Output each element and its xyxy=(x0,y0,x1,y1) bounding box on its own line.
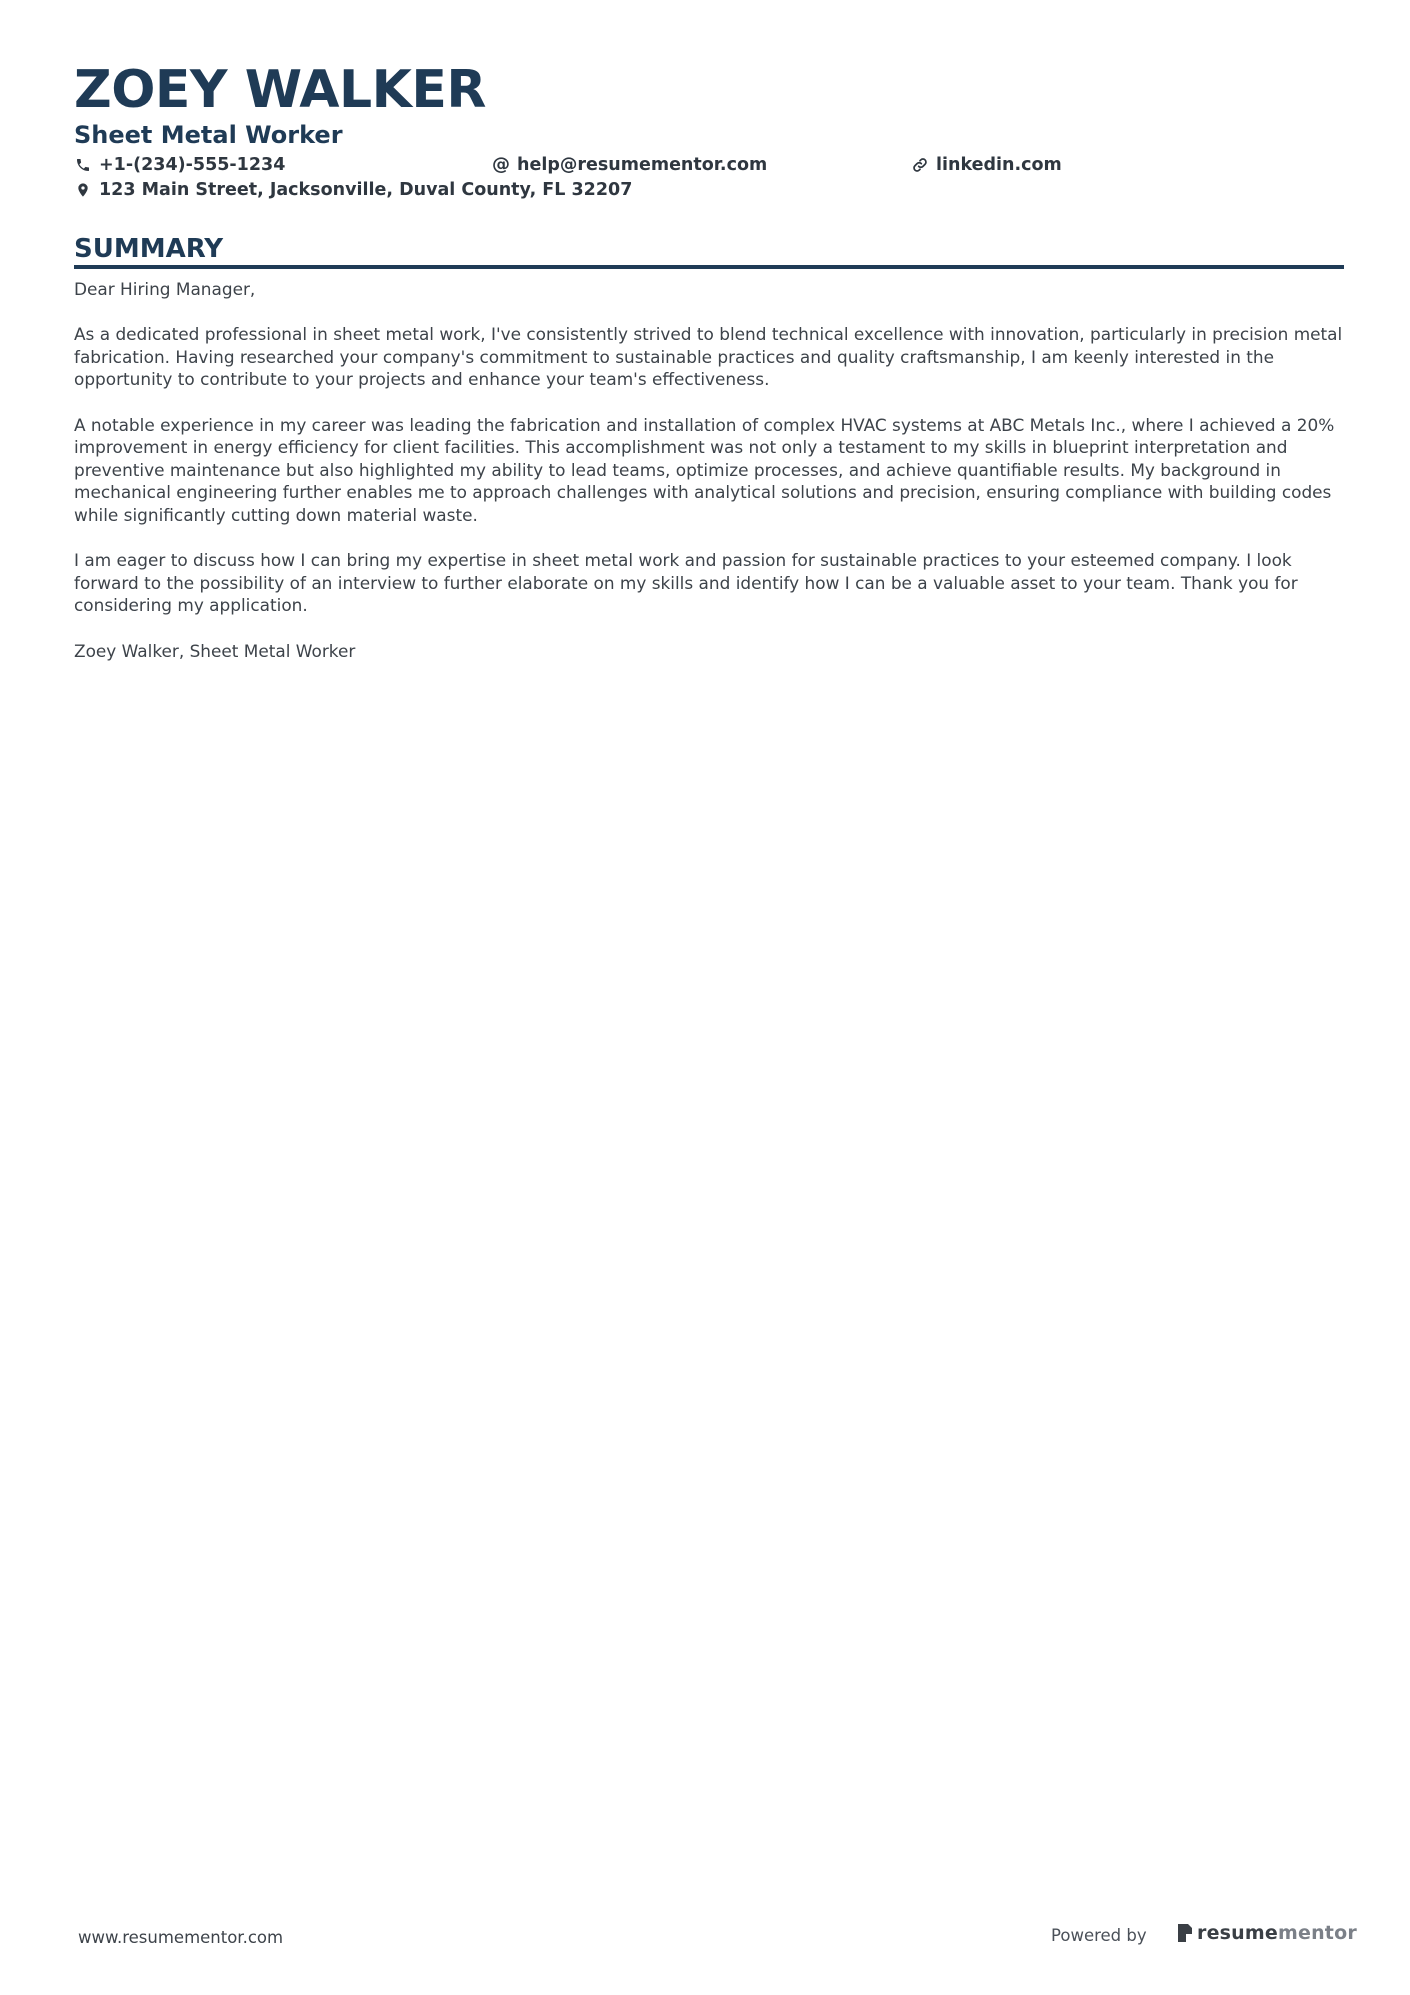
section-title-summary: SUMMARY xyxy=(74,234,224,264)
cover-letter-page xyxy=(74,0,1344,1995)
contact-phone[interactable] xyxy=(74,153,285,177)
footer-powered-by: Powered by xyxy=(1051,1926,1147,1945)
section-divider xyxy=(74,265,1344,269)
contact-address xyxy=(74,178,632,202)
footer-brand-logo[interactable] xyxy=(1175,1922,1357,1944)
brand-wordmark-bold: resume xyxy=(1197,1922,1278,1944)
contact-email-text: help@resumementor.com xyxy=(517,155,768,175)
resumementor-logo-icon xyxy=(1175,1923,1193,1943)
contact-website[interactable] xyxy=(911,153,1062,177)
applicant-name: ZOEY WALKER xyxy=(74,60,486,120)
contact-website-text: linkedin.com xyxy=(936,155,1062,175)
brand-wordmark xyxy=(1197,1922,1357,1944)
letter-paragraph: As a dedicated professional in sheet metal work, I've consistently strived to blend technical excellence with innovation, particularly in precision metal fabrication. Having researched your company's commitment to sustainable practices and quality craftsmanship, I am keenly interested in the opportunity to contribute to your projects and enhance your team's effectiveness. xyxy=(74,324,1343,390)
footer-website-link[interactable]: www.resumementor.com xyxy=(78,1928,284,1947)
letter-body xyxy=(74,278,1344,685)
applicant-job-title: Sheet Metal Worker xyxy=(74,121,343,149)
map-pin-icon xyxy=(74,181,92,199)
letter-paragraph: A notable experience in my career was leading the fabrication and installation of complex HVAC systems at ABC Metals Inc., where I achieved a 20% improvement in energy efficiency for client facilities. This accomplishment was not only a testament to my skills in blueprint interpretation and preventive maintenance but also highlighted my ability to lead teams, optimize processes, and achieve quantifiable results. My background in mechanical engineering further enables me to approach challenges with analytical solutions and precision, ensuring compliance with building codes while significantly cutting down material waste. xyxy=(74,414,1335,525)
phone-icon xyxy=(74,156,92,174)
contact-email[interactable] xyxy=(492,153,767,177)
contact-phone-text: +1-(234)-555-1234 xyxy=(99,155,286,175)
contact-address-text: 123 Main Street, Jacksonville, Duval County, FL 32207 xyxy=(99,180,633,200)
letter-greeting: Dear Hiring Manager, xyxy=(74,279,256,299)
letter-paragraph: I am eager to discuss how I can bring my expertise in sheet metal work and passion for sustainable practices to your esteemed company. I look forward to the possibility of an interview to further elaborate on my skills and identify how I can be a valuable asset to your team. Thank you for considering my application. xyxy=(74,550,1298,616)
letter-signature: Zoey Walker, Sheet Metal Worker xyxy=(74,640,356,661)
brand-wordmark-light: mentor xyxy=(1277,1922,1357,1944)
link-icon xyxy=(911,156,929,174)
at-sign-icon: @ xyxy=(492,154,510,175)
